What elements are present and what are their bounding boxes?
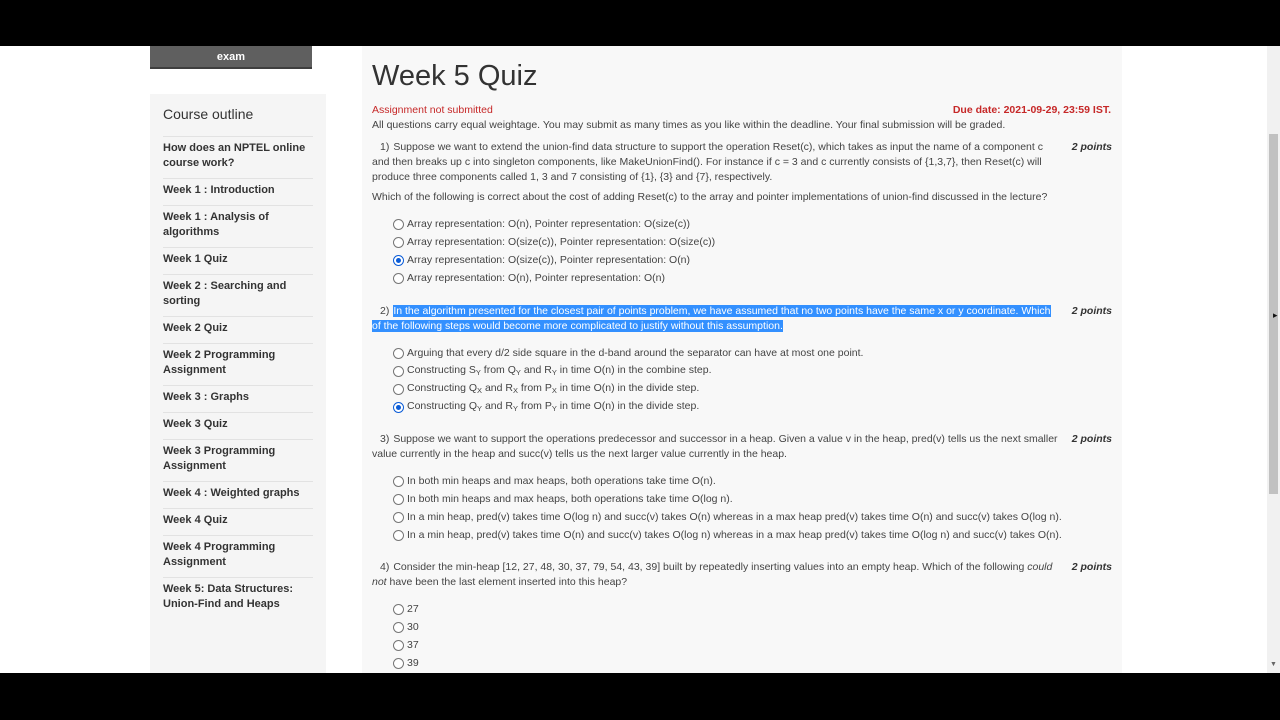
answer-option[interactable] <box>393 636 1112 654</box>
quiz-content <box>362 46 1122 673</box>
browser-viewport <box>0 46 1280 673</box>
question-body-highlighted: In the algorithm presented for the closest pair of points problem, we have assumed that no two points have the same x or y coordinate. Which of the following steps would become more complicated to justify without this assumption. <box>372 305 1051 332</box>
answer-option[interactable] <box>393 472 1112 490</box>
answer-option[interactable] <box>393 380 1112 398</box>
question-points: 2 points <box>1071 433 1112 445</box>
outline-item[interactable]: Week 4 : Weighted graphs <box>163 481 313 508</box>
radio-button[interactable] <box>393 219 404 230</box>
option-label: In a min heap, pred(v) takes time O(n) and succ(v) takes O(log n) whereas in a max heap pred(v) takes time O(log n) and succ(v) takes O(n). <box>407 529 1062 541</box>
radio-button[interactable] <box>393 640 404 651</box>
question-3 <box>372 432 1112 544</box>
answer-option[interactable] <box>393 344 1112 362</box>
outline-item[interactable]: Week 3 Quiz <box>163 412 313 439</box>
quiz-instructions: All questions carry equal weightage. You may submit as many times as you like within the deadline. Your final submission will be graded. <box>372 119 1006 131</box>
question-body: Suppose we want to extend the union-find data structure to support the operation Reset(c), which takes as input the name of a component c and then breaks up c into singleton components, like MakeUnionFind(). For instance if c = 3 and c currently consists of {1,3,7}, then Reset(c) will produce three components called 1, 3 and 7 consisting of {1}, {3} and {7}, respectively. <box>372 141 1043 183</box>
answer-option[interactable] <box>393 618 1112 636</box>
answer-option[interactable] <box>393 600 1112 618</box>
option-label: In both min heaps and max heaps, both operations take time O(log n). <box>407 493 733 505</box>
option-label: Array representation: O(size(c)), Pointer representation: O(n) <box>407 254 691 266</box>
vertical-scrollbar[interactable] <box>1267 46 1280 673</box>
submission-status: Assignment not submitted <box>372 104 493 116</box>
answer-options <box>393 472 1112 544</box>
option-label: In a min heap, pred(v) takes time O(log n) and succ(v) takes O(n) whereas in a max heap pred(v) takes time O(n) and succ(v) takes O(log n). <box>407 511 1062 523</box>
outline-item[interactable]: Week 5: Data Structures: Union-Find and Heaps <box>163 577 313 619</box>
page-title: Week 5 Quiz <box>372 60 538 92</box>
option-label: 39 <box>407 657 419 669</box>
question-4 <box>372 560 1112 672</box>
outline-item[interactable]: Week 3 Programming Assignment <box>163 439 313 481</box>
option-label: 27 <box>407 603 419 615</box>
answer-option[interactable] <box>393 251 1112 269</box>
option-label: 30 <box>407 621 419 633</box>
answer-options <box>393 215 1112 287</box>
question-points: 2 points <box>1071 141 1112 153</box>
mouse-cursor-icon: ▸ <box>1273 310 1278 320</box>
question-text <box>372 560 1112 590</box>
option-label: Constructing $Q_X$ and $R_X$ from $P_X$ in time O(n) in the divide step. <box>407 381 700 395</box>
option-label: Constructing $Q_Y$ and $R_Y$ from $P_Y$ in time O(n) in the divide step. <box>407 399 700 413</box>
radio-button[interactable] <box>393 530 404 541</box>
option-label: Array representation: O(n), Pointer representation: O(size(c)) <box>407 218 691 230</box>
question-number: 3) <box>380 433 390 445</box>
outline-item[interactable]: Week 1 Quiz <box>163 247 313 274</box>
outline-item[interactable]: Week 4 Programming Assignment <box>163 535 313 577</box>
answer-options <box>393 344 1112 416</box>
question-number: 4) <box>380 561 390 573</box>
question-subtext: Which of the following is correct about the cost of adding Reset(c) to the array and pointer implementations of union-find discussed in the lecture? <box>372 191 1048 203</box>
outline-item[interactable]: Week 2 Quiz <box>163 316 313 343</box>
question-number: 2) <box>380 305 390 317</box>
outline-item[interactable]: Week 1 : Introduction <box>163 178 313 205</box>
exam-button[interactable]: exam <box>150 46 312 69</box>
radio-button[interactable] <box>393 604 404 615</box>
answer-option[interactable] <box>393 362 1112 380</box>
question-text <box>372 432 1112 462</box>
radio-button[interactable] <box>393 237 404 248</box>
question-text <box>372 304 1112 334</box>
option-label: Constructing $S_Y$ from $Q_Y$ and $R_Y$ in time O(n) in the combine step. <box>407 363 712 377</box>
scroll-down-arrow-icon[interactable]: ▼ <box>1270 661 1277 668</box>
question-2 <box>372 304 1112 416</box>
option-label: Array representation: O(size(c)), Pointer representation: O(size(c)) <box>407 236 716 248</box>
answer-option[interactable] <box>393 526 1112 544</box>
radio-button[interactable] <box>393 273 404 284</box>
radio-button[interactable] <box>393 366 404 377</box>
option-label: Array representation: O(n), Pointer representation: O(n) <box>407 272 665 284</box>
radio-button[interactable] <box>393 494 404 505</box>
outline-item[interactable]: Week 2 Programming Assignment <box>163 343 313 385</box>
radio-button-selected[interactable] <box>393 402 404 413</box>
question-number: 1) <box>380 141 390 153</box>
outline-item[interactable]: Week 3 : Graphs <box>163 385 313 412</box>
option-label: Arguing that every d/2 side square in the d-band around the separator can have at most one point. <box>407 347 864 359</box>
answer-option[interactable] <box>393 490 1112 508</box>
course-outline-list <box>163 136 313 619</box>
radio-button[interactable] <box>393 622 404 633</box>
radio-button[interactable] <box>393 348 404 359</box>
option-label: 37 <box>407 639 419 651</box>
answer-option[interactable] <box>393 398 1112 416</box>
radio-button[interactable] <box>393 384 404 395</box>
question-points: 2 points <box>1071 561 1112 573</box>
question-text <box>372 140 1112 185</box>
outline-item[interactable]: Week 2 : Searching and sorting <box>163 274 313 316</box>
answer-option[interactable] <box>393 508 1112 526</box>
answer-option[interactable] <box>393 269 1112 287</box>
question-points: 2 points <box>1071 305 1112 317</box>
outline-item[interactable]: How does an NPTEL online course work? <box>163 136 313 178</box>
question-body: Suppose we want to support the operations predecessor and successor in a heap. Given a value v in the heap, pred(v) tells us the next smaller value currently in the heap and succ(v) tells us the next larger value currently in the heap. <box>372 433 1058 460</box>
due-date: Due date: 2021-09-29, 23:59 IST. <box>952 104 1111 116</box>
outline-item[interactable]: Week 4 Quiz <box>163 508 313 535</box>
radio-button[interactable] <box>393 512 404 523</box>
answer-option[interactable] <box>393 654 1112 672</box>
answer-option[interactable] <box>393 215 1112 233</box>
outline-item[interactable]: Week 1 : Analysis of algorithms <box>163 205 313 247</box>
radio-button-selected[interactable] <box>393 255 404 266</box>
answer-options <box>393 600 1112 672</box>
radio-button[interactable] <box>393 658 404 669</box>
question-1 <box>372 140 1112 287</box>
radio-button[interactable] <box>393 476 404 487</box>
course-outline-title: Course outline <box>163 106 254 122</box>
question-body: Consider the min-heap [12, 27, 48, 30, 37, 79, 54, 43, 39] built by repeatedly inserting values into an empty heap. Which of the following could not have been the last element inserted into this heap? <box>372 561 1053 588</box>
answer-option[interactable] <box>393 233 1112 251</box>
option-label: In both min heaps and max heaps, both operations take time O(n). <box>407 475 716 487</box>
course-outline <box>150 94 326 673</box>
